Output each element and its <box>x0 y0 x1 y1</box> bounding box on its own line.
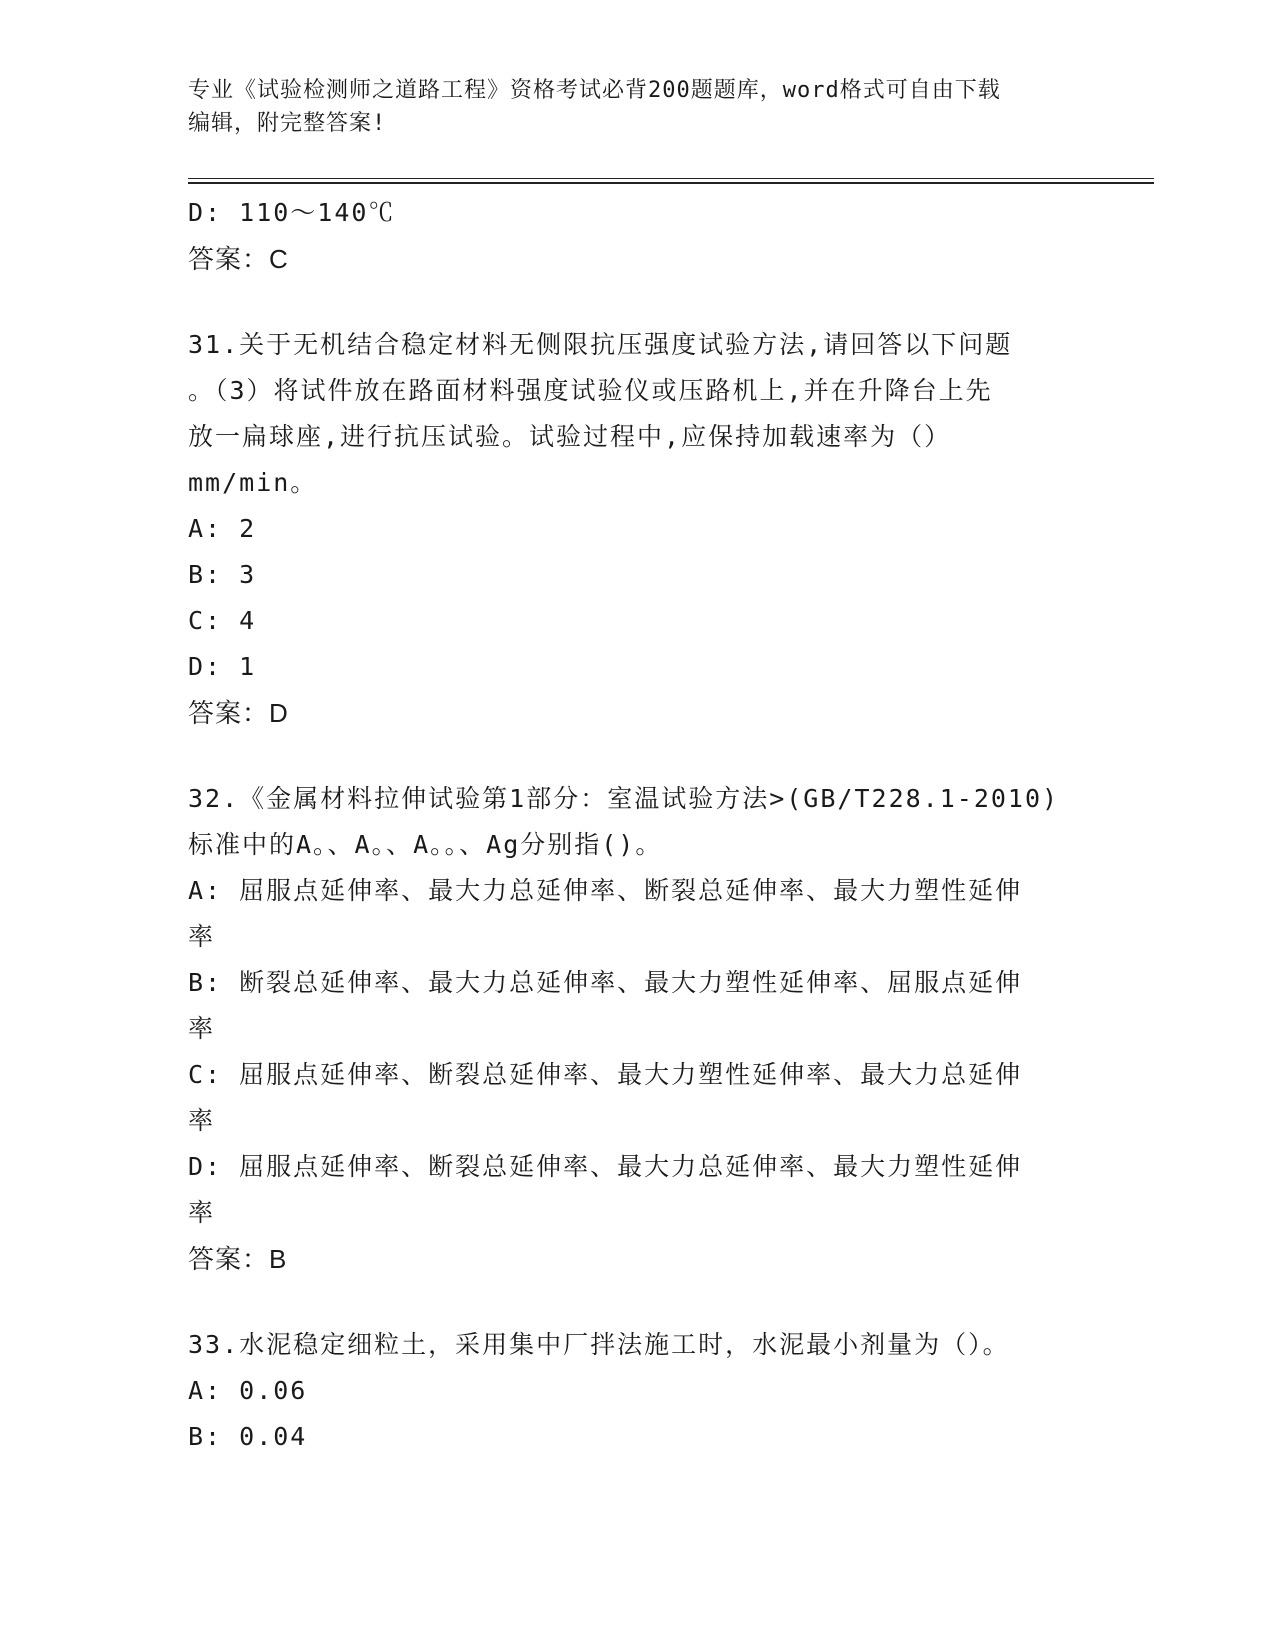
option-d: D: 屈服点延伸率、断裂总延伸率、最大力总延伸率、最大力塑性延伸 <box>188 1152 1023 1181</box>
option-d: D: 1 <box>188 652 257 681</box>
option-d: D: 110～140℃ <box>188 198 396 227</box>
question-text: 32.《金属材料拉伸试验第1部分：室温试验方法>(GB/T228.1-2010) <box>188 784 1060 813</box>
question-31 <box>188 322 1088 736</box>
option-b-continued: 率 <box>188 1014 216 1043</box>
option-d-continued: 率 <box>188 1198 216 1227</box>
question-text: 。（3）将试件放在路面材料强度试验仪或压路机上,并在升降台上先 <box>188 376 993 405</box>
question-text: 33.水泥稳定细粒土，采用集中厂拌法施工时，水泥最小剂量为（）。 <box>188 1330 1010 1359</box>
answer-label: 答案：C <box>188 244 289 274</box>
question-33 <box>188 1322 1088 1460</box>
option-b: B: 断裂总延伸率、最大力总延伸率、最大力塑性延伸率、屈服点延伸 <box>188 968 1023 997</box>
header-title-line-1: 专业《试验检测师之道路工程》资格考试必背200题题库，word格式可自由下载 <box>188 78 1001 103</box>
question-32 <box>188 776 1088 1282</box>
spacer <box>188 736 1088 776</box>
spacer <box>188 282 1088 322</box>
header-divider-thick <box>188 182 1154 184</box>
option-c: C: 屈服点延伸率、断裂总延伸率、最大力塑性延伸率、最大力总延伸 <box>188 1060 1023 1089</box>
question-text: 31.关于无机结合稳定材料无侧限抗压强度试验方法,请回答以下问题 <box>188 330 1013 359</box>
question-list <box>188 190 1088 1460</box>
option-a-continued: 率 <box>188 922 216 951</box>
question-text: 放一扁球座,进行抗压试验。试验过程中,应保持加载速率为（） <box>188 422 952 451</box>
header-divider-thin <box>188 178 1154 179</box>
option-b: B: 0.04 <box>188 1422 308 1451</box>
question-text: mm/min。 <box>188 468 318 497</box>
spacer <box>188 1282 1088 1322</box>
page-header <box>188 74 1088 140</box>
option-a: A: 0.06 <box>188 1376 308 1405</box>
question-text: 标准中的A。、A。、A。。、Ag分别指()。 <box>188 830 663 859</box>
header-title-line-2: 编辑，附完整答案! <box>188 111 387 136</box>
option-c: C: 4 <box>188 606 257 635</box>
option-a: A: 屈服点延伸率、最大力总延伸率、断裂总延伸率、最大力塑性延伸 <box>188 876 1023 905</box>
option-c-continued: 率 <box>188 1106 216 1135</box>
option-a: A: 2 <box>188 514 257 543</box>
question-30-tail <box>188 190 1088 282</box>
answer-label: 答案：B <box>188 1244 288 1274</box>
answer-label: 答案：D <box>188 698 289 728</box>
option-b: B: 3 <box>188 560 257 589</box>
